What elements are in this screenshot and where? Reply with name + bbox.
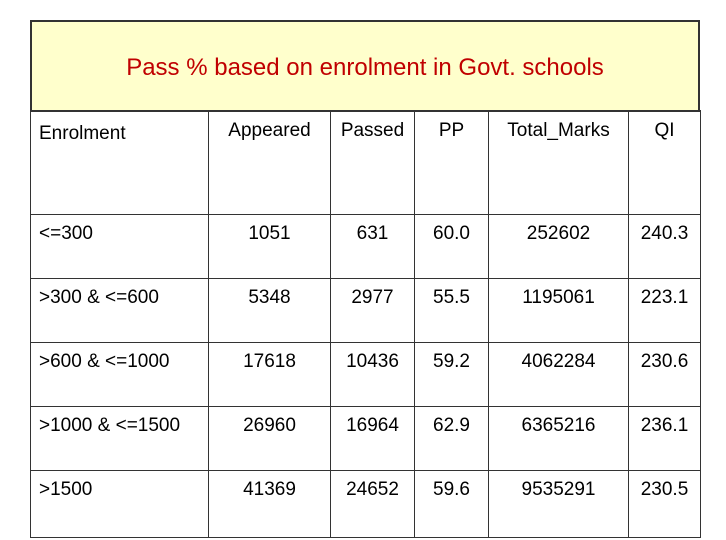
cell-total-marks: 9535291 — [489, 471, 629, 538]
page-title: Pass % based on enrolment in Govt. schools — [126, 54, 604, 81]
cell-appeared: 41369 — [209, 471, 331, 538]
header-appeared: Appeared — [209, 111, 331, 215]
data-table — [30, 110, 701, 538]
header-qi: QI — [629, 111, 701, 215]
cell-qi: 223.1 — [629, 279, 701, 343]
cell-enrolment: >300 & <=600 — [31, 279, 209, 343]
cell-enrolment: >1500 — [31, 471, 209, 538]
header-total-marks: Total_Marks — [489, 111, 629, 215]
table-row — [31, 407, 701, 471]
cell-enrolment: >600 & <=1000 — [31, 343, 209, 407]
table-row — [31, 471, 701, 538]
cell-total-marks: 4062284 — [489, 343, 629, 407]
table-row — [31, 343, 701, 407]
cell-passed: 2977 — [331, 279, 415, 343]
cell-appeared: 1051 — [209, 215, 331, 279]
cell-pp: 62.9 — [415, 407, 489, 471]
cell-passed: 10436 — [331, 343, 415, 407]
cell-enrolment: >1000 & <=1500 — [31, 407, 209, 471]
cell-qi: 230.6 — [629, 343, 701, 407]
cell-total-marks: 252602 — [489, 215, 629, 279]
cell-total-marks: 6365216 — [489, 407, 629, 471]
cell-qi: 236.1 — [629, 407, 701, 471]
cell-total-marks: 1195061 — [489, 279, 629, 343]
cell-appeared: 5348 — [209, 279, 331, 343]
cell-appeared: 26960 — [209, 407, 331, 471]
cell-passed: 24652 — [331, 471, 415, 538]
header-passed: Passed — [331, 111, 415, 215]
cell-pp: 55.5 — [415, 279, 489, 343]
cell-enrolment: <=300 — [31, 215, 209, 279]
table-row — [31, 279, 701, 343]
cell-qi: 230.5 — [629, 471, 701, 538]
cell-pp: 59.6 — [415, 471, 489, 538]
header-row — [31, 111, 701, 215]
table-row — [31, 215, 701, 279]
header-pp: PP — [415, 111, 489, 215]
title-box — [30, 20, 700, 112]
cell-qi: 240.3 — [629, 215, 701, 279]
cell-passed: 631 — [331, 215, 415, 279]
cell-pp: 59.2 — [415, 343, 489, 407]
cell-pp: 60.0 — [415, 215, 489, 279]
header-enrolment: Enrolment — [31, 111, 209, 215]
cell-passed: 16964 — [331, 407, 415, 471]
cell-appeared: 17618 — [209, 343, 331, 407]
